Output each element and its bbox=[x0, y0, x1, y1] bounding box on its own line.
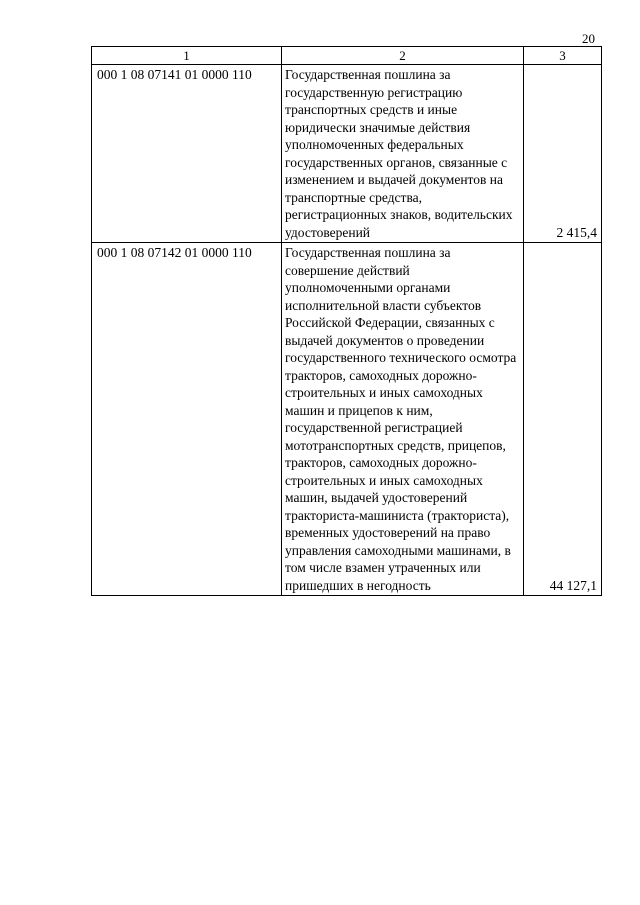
page-number: 20 bbox=[582, 31, 595, 46]
budget-classification-code: 000 1 08 07141 01 0000 110 bbox=[92, 65, 282, 243]
table-row bbox=[92, 243, 602, 596]
budget-classification-code: 000 1 08 07142 01 0000 110 bbox=[92, 243, 282, 596]
revenue-description: Государственная пошлина за совершение действий уполномоченными органами исполнительной власти субъектов Российской Федерации, связанных с выдачей документов о проведении государственного технического осмотра тракторов, самоходных дорожно-строительных и иных самоходных машин и прицепов к ним, государственной регистрацией мототранспортных средств, прицепов, тракторов, самоходных дорожно-строительных и иных самоходных машин, выдачей удостоверений тракториста-машиниста (тракториста), временных удостоверений на право управления самоходными машинами, в том числе взамен утраченных или пришедших в негодность bbox=[282, 243, 524, 596]
column-header-amount: 3 bbox=[524, 47, 602, 65]
revenue-amount: 44 127,1 bbox=[524, 243, 602, 596]
column-header-description: 2 bbox=[282, 47, 524, 65]
header-row bbox=[92, 47, 602, 65]
revenue-amount: 2 415,4 bbox=[524, 65, 602, 243]
revenue-description: Государственная пошлина за государственную регистрацию транспортных средств и иные юридически значимые действия уполномоченных федеральных государственных органов, связанные с изменением и выдачей документов на транспортные средства, регистрационных знаков, водительских удостоверений bbox=[282, 65, 524, 243]
revenue-table bbox=[91, 46, 602, 596]
table-row bbox=[92, 65, 602, 243]
column-header-code: 1 bbox=[92, 47, 282, 65]
